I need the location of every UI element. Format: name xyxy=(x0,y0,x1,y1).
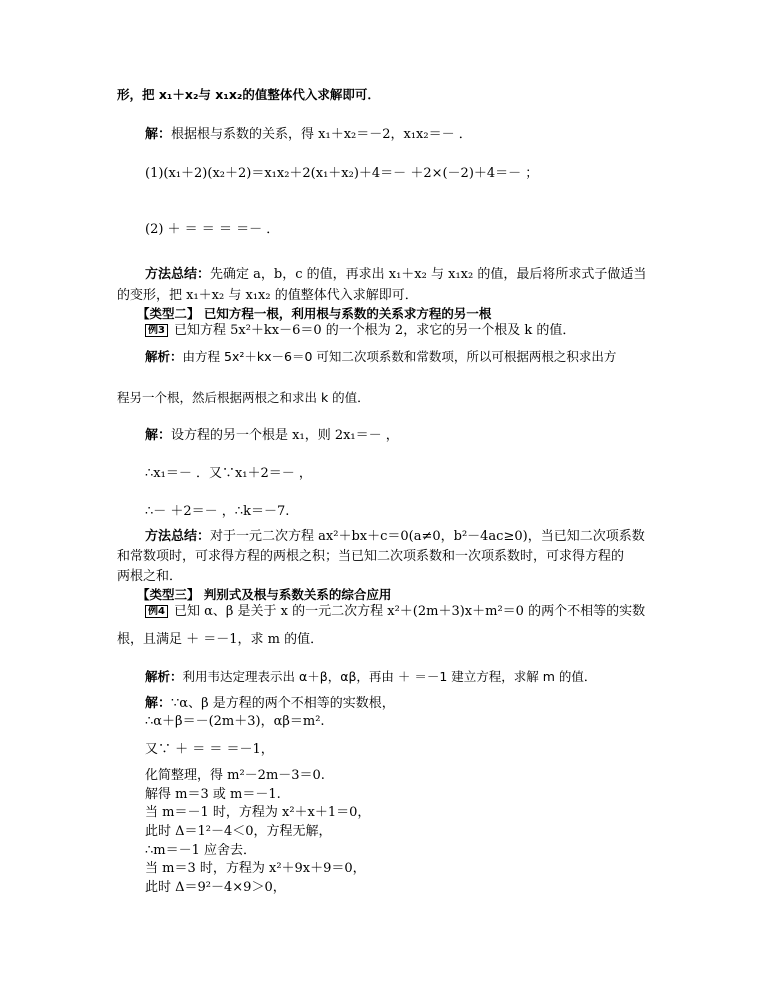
line-text-rest: 先确定 a，b，c 的值，再求出 x₁＋x₂ 与 x₁x₂ 的值，最后将所求式子做适当 xyxy=(210,267,647,282)
text-line xyxy=(145,604,645,620)
text-line xyxy=(145,824,332,840)
line-text-rest: 对于一元二次方程 ax²＋bx＋c＝0(a≠0，b²－4ac≥0)，当已知二次项系数 xyxy=(210,529,645,544)
text-line xyxy=(145,466,312,482)
line-text: 此时 Δ＝9²－4×9＞0， xyxy=(145,880,286,895)
line-text: 形，把 x₁＋x₂与 x₁x₂的值整体代入求解即可． xyxy=(117,87,380,102)
text-line xyxy=(137,587,391,603)
line-text: ∴x₁＝－ ．又∵x₁＋2＝－ ， xyxy=(145,466,312,481)
line-text-rest: 由方程 5x²＋kx－6＝0 可知二次项系数和常数项，所以可根据两根之积求出方 xyxy=(182,349,617,364)
text-line xyxy=(117,288,418,304)
line-text: ∴α＋β＝－(2m＋3)，αβ＝m². xyxy=(145,714,325,729)
text-line xyxy=(145,880,286,896)
bold-prefix: 解： xyxy=(145,428,172,443)
text-line xyxy=(145,768,325,784)
bold-prefix: 解： xyxy=(145,127,172,142)
text-line xyxy=(145,861,366,877)
line-text: 当 m＝－1 时，方程为 x²＋x＋1＝0， xyxy=(145,805,371,820)
text-line xyxy=(145,714,325,730)
line-text: 已知方程 5x²＋kx－6＝0 的一个根为 2，求它的另一个根及 k 的值． xyxy=(173,323,576,338)
line-text: 程另一个根，然后根据两根之和求出 k 的值． xyxy=(117,390,370,405)
text-line xyxy=(137,306,491,322)
line-text: 根，且满足 ＋ ＝－1，求 m 的值． xyxy=(117,632,324,647)
line-text: (2) ＋ ＝ ＝ ＝ ＝－ ． xyxy=(145,222,280,237)
text-line xyxy=(145,323,575,339)
text-line xyxy=(145,222,279,238)
line-text: 的变形，把 x₁＋x₂ 与 x₁x₂ 的值整体代入求解即可． xyxy=(117,288,418,303)
example-badge: 例3 xyxy=(145,324,168,337)
line-text: 和常数项时，可求得方程的两根之积；当已知二次项系数和一次项系数时，可求得方程的 xyxy=(117,549,625,564)
line-text: 化简整理，得 m²－2m－3＝0. xyxy=(145,768,325,783)
line-text: 两根之和． xyxy=(117,569,183,584)
line-text: ∴－ ＋2＝－ ，∴k＝－7. xyxy=(145,504,290,519)
line-text: 此时 Δ＝1²－4＜0，方程无解， xyxy=(145,824,332,839)
line-text: (1)(x₁＋2)(x₂＋2)＝x₁x₂＋2(x₁＋x₂)＋4＝－ ＋2×(－2)＋4＝－ ； xyxy=(145,166,539,181)
line-text: 解得 m＝3 或 m＝－1. xyxy=(145,787,281,802)
line-text: ∴m＝－1 应舍去． xyxy=(145,843,257,858)
line-text-rest: ∵α、β 是方程的两个不相等的实数根， xyxy=(171,696,395,711)
text-line xyxy=(145,267,646,283)
text-line xyxy=(145,696,395,712)
text-line xyxy=(145,127,472,143)
bold-prefix: 解析： xyxy=(145,349,183,364)
text-line xyxy=(117,390,370,406)
example-badge: 例4 xyxy=(145,605,168,618)
text-line xyxy=(145,349,616,365)
bold-prefix: 解： xyxy=(145,696,172,711)
text-line xyxy=(117,632,323,648)
text-line xyxy=(145,166,538,182)
text-line xyxy=(145,669,596,685)
line-text: 已知 α、β 是关于 x 的一元二次方程 x²＋(2m＋3)x＋m²＝0 的两个不相等的实数 xyxy=(173,604,646,619)
line-text: 又∵ ＋ ＝ ＝ ＝－1， xyxy=(145,742,274,757)
text-line xyxy=(145,428,399,444)
bold-prefix: 解析： xyxy=(145,669,183,684)
text-line xyxy=(145,504,289,520)
text-line xyxy=(117,569,182,585)
line-text: 【类型二】 已知方程一根，利用根与系数的关系求方程的另一根 xyxy=(137,306,492,321)
text-line xyxy=(145,742,274,758)
text-line xyxy=(145,529,645,545)
text-line xyxy=(117,549,624,565)
line-text: 【类型三】 判别式及根与系数关系的综合应用 xyxy=(137,587,392,602)
line-text-rest: 设方程的另一个根是 x₁，则 2x₁＝－ ， xyxy=(171,428,399,443)
text-line xyxy=(145,805,370,821)
text-line xyxy=(145,787,281,803)
bold-prefix: 方法总结： xyxy=(145,267,211,282)
text-line xyxy=(117,87,380,103)
bold-prefix: 方法总结： xyxy=(145,529,211,544)
line-text-rest: 利用韦达定理表示出 α＋β，αβ，再由 ＋ ＝－1 建立方程，求解 m 的值． xyxy=(182,669,597,684)
line-text-rest: 根据根与系数的关系，得 x₁＋x₂＝－2，x₁x₂＝－ ． xyxy=(171,127,472,142)
line-text: 当 m＝3 时，方程为 x²＋9x＋9＝0， xyxy=(145,861,366,876)
text-line xyxy=(145,843,256,859)
